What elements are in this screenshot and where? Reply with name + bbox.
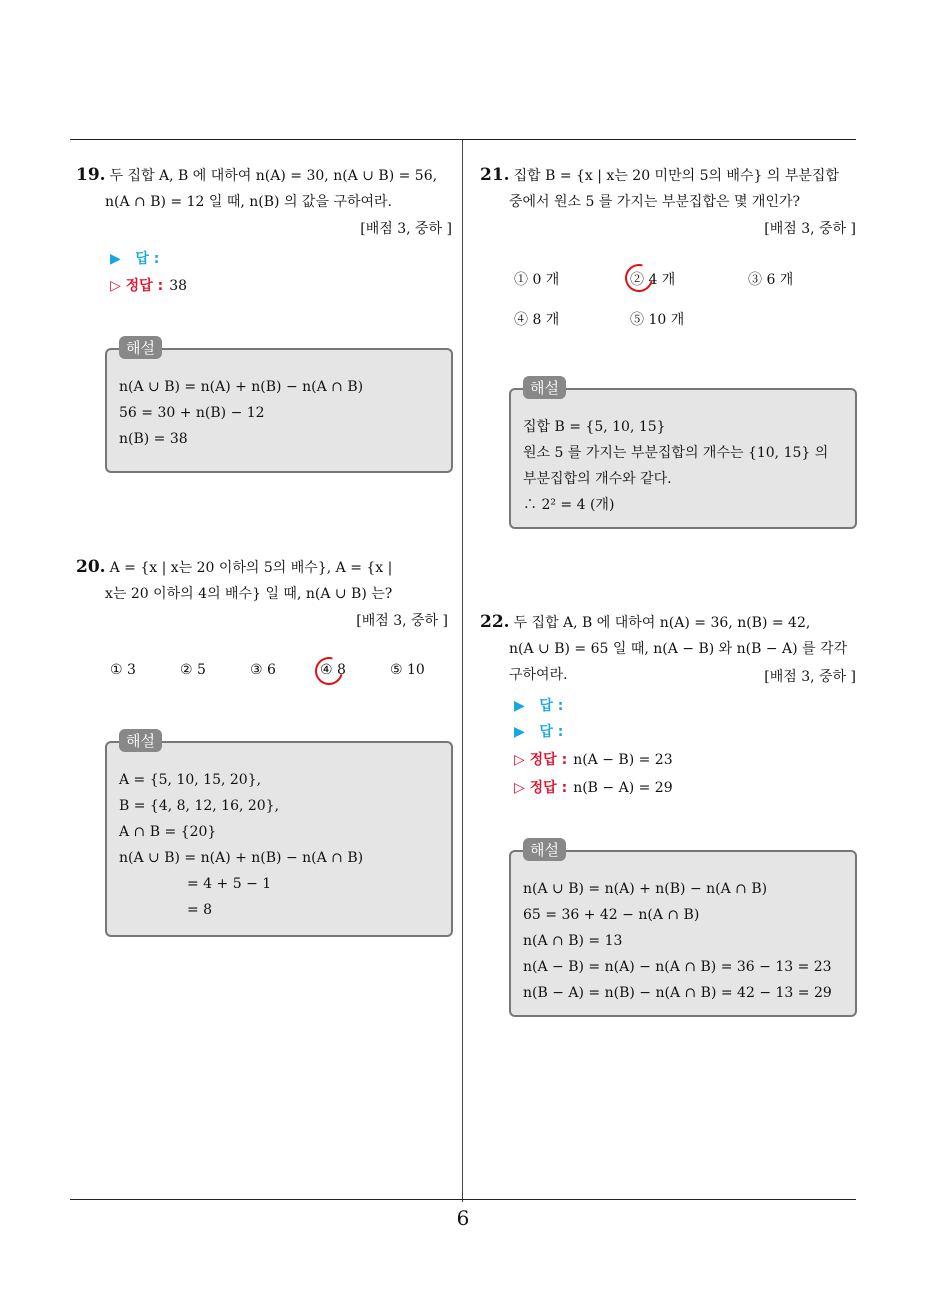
question-text-line2: n(A ∪ B) = 65 일 때, n(A − B) 와 n(B − A) 를 각각 [509,641,848,657]
correct-label: 정답 : [125,278,164,294]
play-icon: ▶ [514,698,525,714]
outline-play-icon: ▷ [514,752,525,768]
explanation-line: n(A ∪ B) = n(A) + n(B) − n(A ∩ B) [119,850,364,866]
question-20 [76,554,392,607]
choice-4[interactable]: ④ 8 개 [514,312,560,328]
answer-row [110,248,159,268]
selected-answer-circle [310,652,348,690]
outline-play-icon: ▷ [514,780,525,796]
choice-1[interactable]: ① 0 개 [514,272,560,288]
explanation-tag: 해설 [523,376,566,399]
answer-label: 답 : [135,251,160,267]
bottom-rule [70,1199,856,1200]
question-number: 22. [480,612,510,632]
correct-value: 38 [169,278,188,294]
selected-answer-circle [620,259,658,297]
choice-5[interactable]: ⑤ 10 개 [630,312,685,328]
column-divider [462,140,463,1202]
explanation-line: = 4 + 5 − 1 [187,876,272,892]
correct-answer-row [110,275,187,295]
explanation-line: n(A ∪ B) = n(A) + n(B) − n(A ∩ B) [523,881,768,897]
outline-play-icon: ▷ [110,278,121,294]
answer-label: 답 : [539,724,564,740]
explanation-line: 원소 5 를 가지는 부분집합의 개수는 {10, 15} 의 [523,445,829,461]
explanation-line: A = {5, 10, 15, 20}, [119,772,262,788]
explanation-line: = 8 [187,902,213,918]
correct-answer-row [514,749,673,769]
page-number: 6 [456,1206,470,1230]
correct-value: n(A − B) = 23 [573,752,673,768]
explanation-line: n(B) = 38 [119,431,188,447]
explanation-tag: 해설 [119,729,162,752]
question-text-line1: 두 집합 A, B 에 대하여 n(A) = 36, n(B) = 42, [513,615,811,631]
top-rule [70,139,856,140]
question-text-line2: n(A ∩ B) = 12 일 때, n(B) 의 값을 구하여라. [105,194,392,210]
choice-4[interactable]: ④ 8 [320,662,346,678]
score-label: [배점 3, 중하 ] [356,613,448,629]
explanation-box [509,379,857,529]
play-icon: ▶ [110,251,121,267]
question-number: 21. [480,165,510,185]
choice-1[interactable]: ① 3 [110,662,136,678]
explanation-box [509,841,857,1017]
correct-label: 정답 : [529,780,568,796]
explanation-tag: 해설 [523,838,566,861]
question-text-line1: A = {x | x는 20 이하의 5의 배수}, A = {x | [109,560,393,576]
score-label: [배점 3, 중하 ] [764,669,856,685]
choice-3[interactable]: ③ 6 개 [748,272,794,288]
play-icon: ▶ [514,724,525,740]
explanation-line: 56 = 30 + n(B) − 12 [119,405,265,421]
correct-value: n(B − A) = 29 [573,780,673,796]
explanation-line: 집합 B = {5, 10, 15} [523,419,666,435]
explanation-line: n(A ∩ B) = 13 [523,933,623,949]
explanation-line: 65 = 36 + 42 − n(A ∩ B) [523,907,700,923]
choice-2[interactable]: ② 4 개 [630,272,676,288]
question-number: 19. [76,165,106,185]
choice-3[interactable]: ③ 6 [250,662,276,678]
question-text-line1: 두 집합 A, B 에 대하여 n(A) = 30, n(A ∪ B) = 56, [109,168,438,184]
explanation-line: n(A ∪ B) = n(A) + n(B) − n(A ∩ B) [119,379,364,395]
question-21 [480,162,839,215]
question-text-line2: x는 20 이하의 4의 배수} 일 때, n(A ∪ B) 는? [105,586,393,602]
choice-2[interactable]: ② 5 [180,662,206,678]
correct-answer-row [514,777,673,797]
explanation-line: ∴ 2² = 4 (개) [523,497,615,513]
explanation-line: n(A − B) = n(A) − n(A ∩ B) = 36 − 13 = 23 [523,959,832,975]
question-number: 20. [76,557,106,577]
correct-label: 정답 : [529,752,568,768]
answer-row [514,695,563,715]
question-text-line1: 집합 B = {x | x는 20 미만의 5의 배수} 의 부분집합 [513,168,839,184]
question-19 [76,162,437,215]
explanation-line: B = {4, 8, 12, 16, 20}, [119,798,280,814]
explanation-box [105,339,453,473]
score-label: [배점 3, 중하 ] [360,221,452,237]
question-text-line3: 구하여라. [509,667,568,683]
explanation-line: 부분집합의 개수와 같다. [523,471,672,487]
score-label: [배점 3, 중하 ] [764,221,856,237]
explanation-line: n(B − A) = n(B) − n(A ∩ B) = 42 − 13 = 29 [523,985,832,1001]
choice-5[interactable]: ⑤ 10 [390,662,425,678]
answer-label: 답 : [539,698,564,714]
explanation-line: A ∩ B = {20} [119,824,217,840]
answer-row [514,721,563,741]
explanation-box [105,732,453,937]
question-text-line2: 중에서 원소 5 를 가지는 부분집합은 몇 개인가? [509,194,800,210]
explanation-tag: 해설 [119,336,162,359]
